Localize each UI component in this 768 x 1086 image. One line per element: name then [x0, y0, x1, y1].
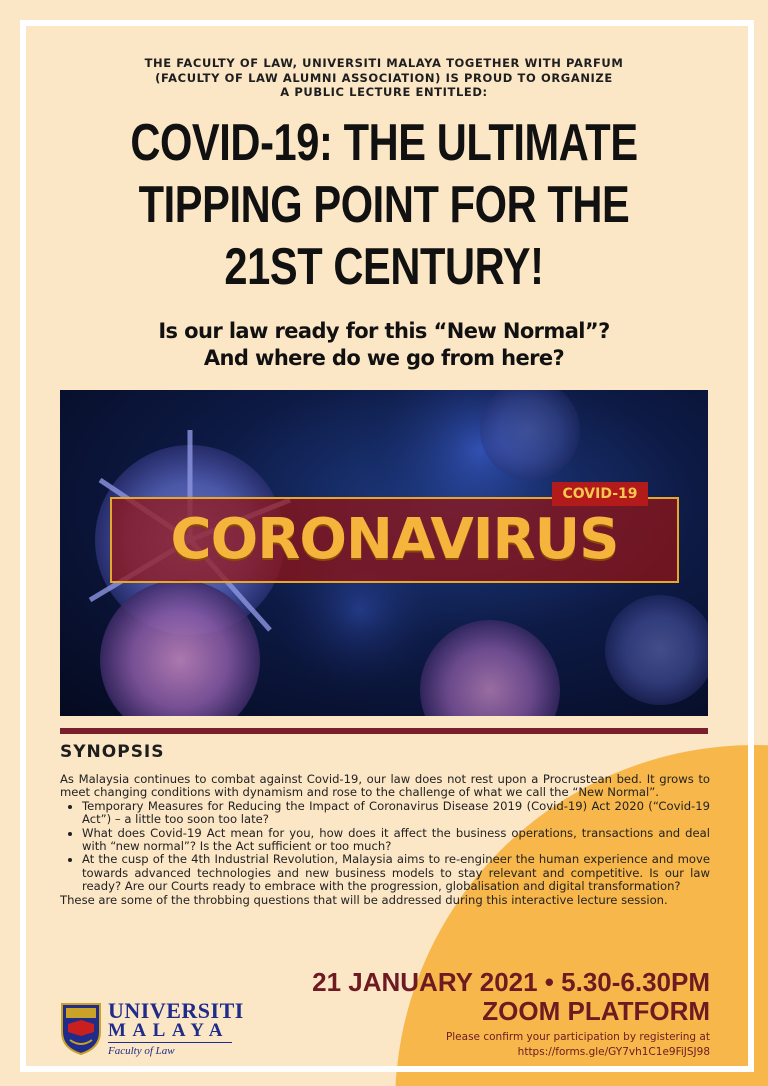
event-date-time: 21 JANUARY 2021 • 5.30-6.30PM [312, 967, 710, 997]
lecture-subtitle [60, 318, 708, 372]
logo-text-universiti: UNIVERSITI [108, 998, 244, 1023]
subtitle-line-1: Is our law ready for this “New Normal”? [158, 319, 610, 343]
registration-text: Please confirm your participation by registering at [445, 1031, 710, 1043]
logo-text-faculty: Faculty of Law [108, 1045, 175, 1057]
intro-line-3: A PUBLIC LECTURE ENTITLED: [280, 85, 488, 99]
covid-19-badge: COVID-19 [552, 482, 648, 506]
subtitle-line-2: And where do we go from here? [203, 346, 565, 370]
synopsis-bullet: • Temporary Measures for Reducing the Impact of Coronavirus Disease 2019 (Covid-19) Act 2020 (“Covid-19 Act”) – a little too soon too late? [82, 800, 710, 827]
intro-line-2: (FACULTY OF LAW ALUMNI ASSOCIATION) IS PROUD TO ORGANIZE [155, 70, 613, 85]
title-line-2: TIPPING POINT FOR THE [138, 176, 630, 234]
synopsis-bullet: • What does Covid-19 Act mean for you, how does it affect the business operations, transactions and deal with “new normal”? Is the Act sufficient or too much? [82, 827, 710, 854]
university-crest-icon [60, 1002, 102, 1056]
logo-divider [108, 1042, 232, 1043]
synopsis-list [60, 800, 710, 894]
registration-note [380, 1030, 710, 1060]
banner-word: CORONAVIRUS [170, 507, 619, 572]
synopsis-closing: These are some of the throbbing questions that will be addressed during this interactive lecture session. [60, 892, 668, 907]
synopsis-intro: As Malaysia continues to combat against Covid-19, our law does not rest upon a Procrustean bed. It grows to meet changing conditions with dynamism and rose to the challenge of what we call the “New Normal”. [60, 772, 710, 800]
title-line-1: COVID-19: THE ULTIMATE [130, 114, 638, 172]
event-platform: ZOOM PLATFORM [482, 996, 710, 1026]
section-divider [60, 728, 708, 734]
logo-text-malaya: MALAYA [108, 1020, 230, 1041]
lecture-title [125, 112, 643, 298]
intro-line-1: THE FACULTY OF LAW, UNIVERSITI MALAYA TOGETHER WITH PARFUM [144, 56, 624, 70]
synopsis-body [60, 773, 710, 907]
organizer-intro [60, 56, 708, 100]
title-line-3: 21ST CENTURY! [224, 238, 544, 296]
synopsis-bullet: • At the cusp of the 4th Industrial Revolution, Malaysia aims to re-engineer the human experience and move towards advanced technologies and new business models to stay relevant and competitive. Is our law ready? Are our Courts ready to embrace with the progression, globalisation and digital transformation? [82, 853, 710, 893]
registration-link[interactable]: https://forms.gle/GY7vh1C1e9FiJSJ98 [517, 1046, 710, 1058]
synopsis-heading: SYNOPSIS [60, 742, 165, 762]
